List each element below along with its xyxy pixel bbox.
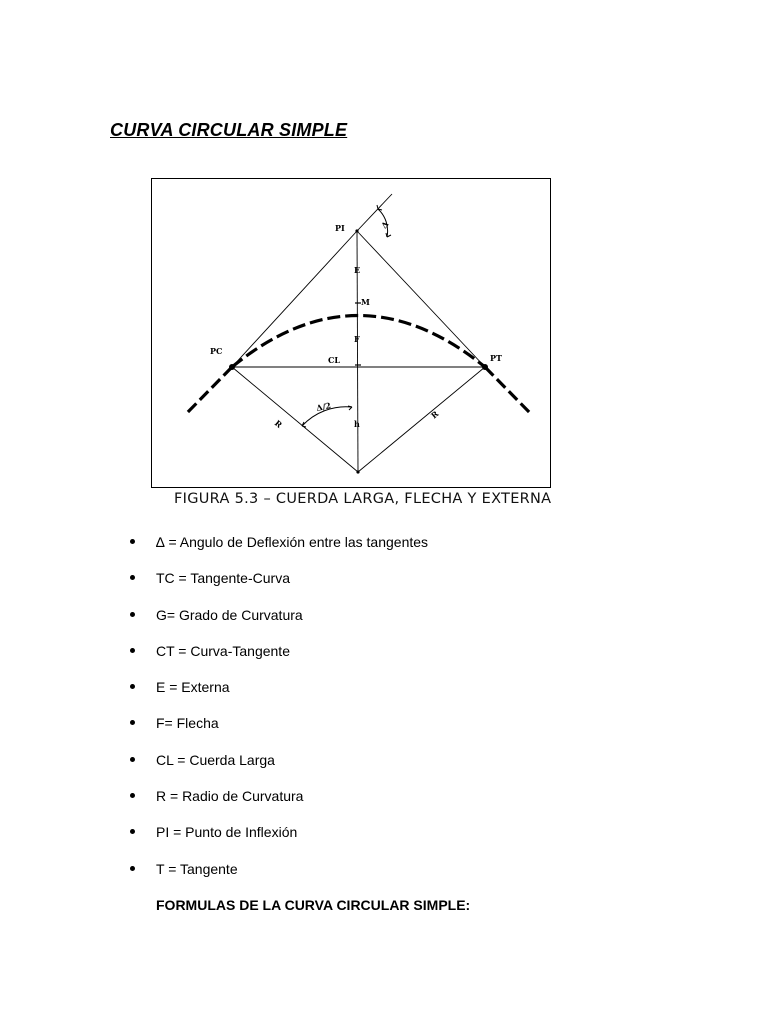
bullet-icon xyxy=(130,757,135,762)
figure-diagram xyxy=(151,178,551,488)
tangent-line-left xyxy=(232,231,357,367)
list-item xyxy=(130,822,428,858)
pc-point xyxy=(229,364,235,370)
departure-tangent xyxy=(485,367,532,415)
radius-line-left xyxy=(232,367,358,472)
pi-point xyxy=(355,229,358,232)
definition-text: F= Flecha xyxy=(156,715,219,732)
curve-diagram-svg xyxy=(152,179,552,489)
h-label: h xyxy=(354,419,360,429)
bullet-icon xyxy=(130,866,135,871)
definition-text: R = Radio de Curvatura xyxy=(156,788,304,805)
bullet-icon xyxy=(130,793,135,798)
definition-text: T = Tangente xyxy=(156,860,238,877)
list-item xyxy=(130,859,428,895)
bullet-icon xyxy=(130,829,135,834)
definitions-list xyxy=(130,532,428,895)
list-item xyxy=(130,532,428,568)
definition-text: PI = Punto de Inflexión xyxy=(156,824,298,841)
center-point xyxy=(356,470,359,473)
pt-label: PT xyxy=(490,353,502,363)
radius-line-right xyxy=(358,367,485,472)
definition-text: CL = Cuerda Larga xyxy=(156,751,275,768)
m-label: M xyxy=(361,297,370,307)
delta-arrow-bottom xyxy=(386,233,391,237)
bullet-icon xyxy=(130,648,135,653)
pc-label: PC xyxy=(210,346,223,356)
definition-text: E = Externa xyxy=(156,679,230,696)
list-item xyxy=(130,750,428,786)
list-item xyxy=(130,641,428,677)
definition-text: TC = Tangente-Curva xyxy=(156,570,290,587)
r-right-label: R xyxy=(428,408,441,421)
approach-tangent xyxy=(185,367,232,415)
list-item xyxy=(130,568,428,604)
bullet-icon xyxy=(130,684,135,689)
tangent-line-right xyxy=(357,231,485,367)
f-label: F xyxy=(354,334,360,344)
delta-label: Δ xyxy=(378,219,391,231)
list-item xyxy=(130,713,428,749)
figure-caption: FIGURA 5.3 – CUERDA LARGA, FLECHA Y EXTERNA xyxy=(174,491,552,507)
definition-text: G= Grado de Curvatura xyxy=(156,606,303,623)
bullet-icon xyxy=(130,720,135,725)
definition-text: CT = Curva-Tangente xyxy=(156,642,290,659)
list-item xyxy=(130,786,428,822)
r-left-label: R xyxy=(272,417,285,430)
definition-text: ∆ = Angulo de Deflexión entre las tangentes xyxy=(156,534,429,550)
cl-label: CL xyxy=(328,355,340,365)
pi-label: PI xyxy=(335,223,345,233)
pt-point xyxy=(482,364,488,370)
e-label: E xyxy=(354,265,361,275)
formulas-heading: FORMULAS DE LA CURVA CIRCULAR SIMPLE: xyxy=(156,897,471,913)
list-item xyxy=(130,677,428,713)
page-title: CURVA CIRCULAR SIMPLE xyxy=(110,120,348,140)
bullet-icon xyxy=(130,575,135,580)
bullet-icon xyxy=(130,612,135,617)
half-delta-arrow-right xyxy=(348,406,352,410)
list-item xyxy=(130,605,428,641)
half-delta-label: Δ/2 xyxy=(315,400,332,413)
bullet-icon xyxy=(130,539,135,544)
